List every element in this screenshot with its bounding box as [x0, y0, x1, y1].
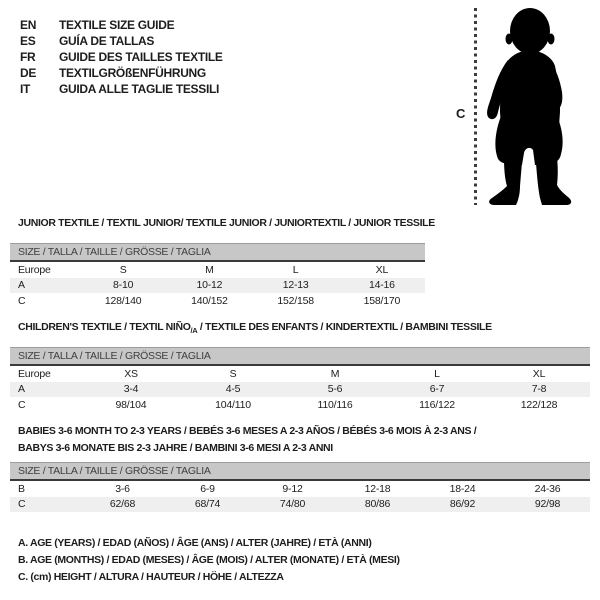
row-label: C: [18, 398, 26, 411]
value-cell: 5-6: [327, 383, 343, 396]
height-dotted-line: [474, 8, 477, 205]
language-row-fr: [20, 49, 223, 65]
title-text: / TEXTILE DES ENFANTS / KINDERTEXTIL / BAMBINI TESSILE: [197, 321, 492, 333]
babies-size-table: [10, 462, 590, 512]
junior-table-title: JUNIOR TEXTILE / TEXTIL JUNIOR/ TEXTILE JUNIOR / JUNIORTEXTIL / JUNIOR TESSILE: [18, 217, 435, 229]
language-row-en: [20, 17, 223, 33]
table-row: [10, 382, 590, 398]
footnotes: [18, 535, 400, 586]
table-row: [10, 397, 590, 413]
size-header-bar: SIZE / TALLA / TAILLE / GRÖSSE / TAGLIA: [10, 347, 590, 366]
language-row-es: [20, 33, 223, 49]
children-size-table: [10, 347, 590, 413]
value-cell: 4-5: [225, 383, 241, 396]
babies-table-title: [18, 423, 476, 457]
value-cell: 128/140: [104, 294, 142, 307]
size-cell: L: [434, 367, 440, 380]
value-cell: 62/68: [109, 498, 136, 511]
value-cell: 104/110: [215, 398, 251, 411]
table-row: [10, 262, 425, 278]
size-header-bar: SIZE / TALLA / TAILLE / GRÖSSE / TAGLIA: [10, 462, 590, 481]
value-cell: 3-6: [115, 482, 130, 495]
language-row-it: [20, 81, 223, 97]
size-cell: M: [205, 263, 214, 276]
language-code: IT: [20, 82, 31, 96]
value-cell: 7-8: [531, 383, 547, 396]
footnote-c: C. (cm) HEIGHT / ALTURA / HAUTEUR / HÖHE / ALTEZZA: [18, 571, 284, 583]
table-row: [10, 366, 590, 382]
table-row: [10, 278, 425, 294]
size-cell: XS: [124, 367, 138, 380]
value-cell: 122/128: [520, 398, 558, 411]
size-cell: XL: [375, 263, 389, 276]
language-title: TEXTILE SIZE GUIDE: [59, 18, 175, 32]
value-cell: 3-4: [123, 383, 139, 396]
row-label: B: [18, 482, 25, 495]
value-cell: 24-36: [534, 482, 561, 495]
junior-size-table: [10, 243, 425, 309]
value-cell: 86/92: [449, 498, 476, 511]
value-cell: 140/152: [191, 294, 228, 307]
language-code: FR: [20, 50, 36, 64]
language-title: GUÍA DE TALLAS: [59, 34, 155, 48]
value-cell: 74/80: [279, 498, 306, 511]
language-code: EN: [20, 18, 37, 32]
table-row: [10, 481, 590, 497]
footnote-a: A. AGE (YEARS) / EDAD (AÑOS) / ÂGE (ANS) / ALTER (JAHRE) / ETÀ (ANNI): [18, 537, 372, 549]
value-cell: 98/104: [115, 398, 147, 411]
size-cell: S: [229, 367, 237, 380]
value-cell: 10-12: [196, 279, 223, 292]
footnote-b: B. AGE (MONTHS) / EDAD (MESES) / ÂGE (MOIS) / ALTER (MONATE) / ETÀ (MESI): [18, 554, 400, 566]
children-table-title: [18, 320, 492, 338]
toddler-silhouette-icon: [480, 0, 575, 215]
size-cell: XL: [532, 367, 546, 380]
row-label: A: [18, 279, 25, 292]
value-cell: 92/98: [534, 498, 561, 511]
height-measure-label: C: [456, 106, 466, 121]
value-cell: 80/86: [364, 498, 391, 511]
table-row: [10, 497, 590, 513]
value-cell: 14-16: [368, 279, 395, 292]
size-cell: S: [119, 263, 127, 276]
language-list: [20, 17, 223, 97]
language-code: DE: [20, 66, 37, 80]
language-row-de: [20, 65, 223, 81]
language-title: GUIDA ALLE TAGLIE TESSILI: [59, 82, 220, 96]
value-cell: 6-7: [429, 383, 445, 396]
table-row: [10, 293, 425, 309]
value-cell: 18-24: [449, 482, 476, 495]
value-cell: 158/170: [363, 294, 401, 307]
value-cell: 12-18: [364, 482, 391, 495]
row-label: Europe: [18, 263, 51, 276]
language-title: TEXTILGRÖßENFÜHRUNG: [59, 66, 206, 80]
language-title: GUIDE DES TAILLES TEXTILE: [59, 50, 223, 64]
title-line-2: BABYS 3-6 MONATE BIS 2-3 JAHRE / BAMBINI 3-6 MESI A 2-3 ANNI: [18, 442, 333, 454]
value-cell: 110/116: [317, 398, 353, 411]
title-line-1: BABIES 3-6 MONTH TO 2-3 YEARS / BEBÉS 3-6 MESES A 2-3 AÑOS / BÉBÉS 3-6 MOIS À 2-3 ANS /: [18, 425, 477, 437]
row-label: C: [18, 498, 26, 511]
size-header-bar: SIZE / TALLA / TAILLE / GRÖSSE / TAGLIA: [10, 243, 425, 262]
value-cell: 116/122: [419, 398, 455, 411]
value-cell: 9-12: [282, 482, 303, 495]
row-label: C: [18, 294, 26, 307]
row-label: A: [18, 383, 25, 396]
value-cell: 152/158: [277, 294, 314, 307]
size-cell: L: [292, 263, 299, 276]
language-code: ES: [20, 34, 36, 48]
size-cell: M: [330, 367, 340, 380]
value-cell: 8-10: [113, 279, 134, 292]
value-cell: 68/74: [194, 498, 221, 511]
title-subscript: /A: [190, 326, 198, 336]
row-label: Europe: [18, 367, 51, 380]
value-cell: 6-9: [200, 482, 215, 495]
title-text: CHILDREN'S TEXTILE / TEXTIL NIÑO: [18, 321, 191, 333]
value-cell: 12-13: [282, 279, 309, 292]
